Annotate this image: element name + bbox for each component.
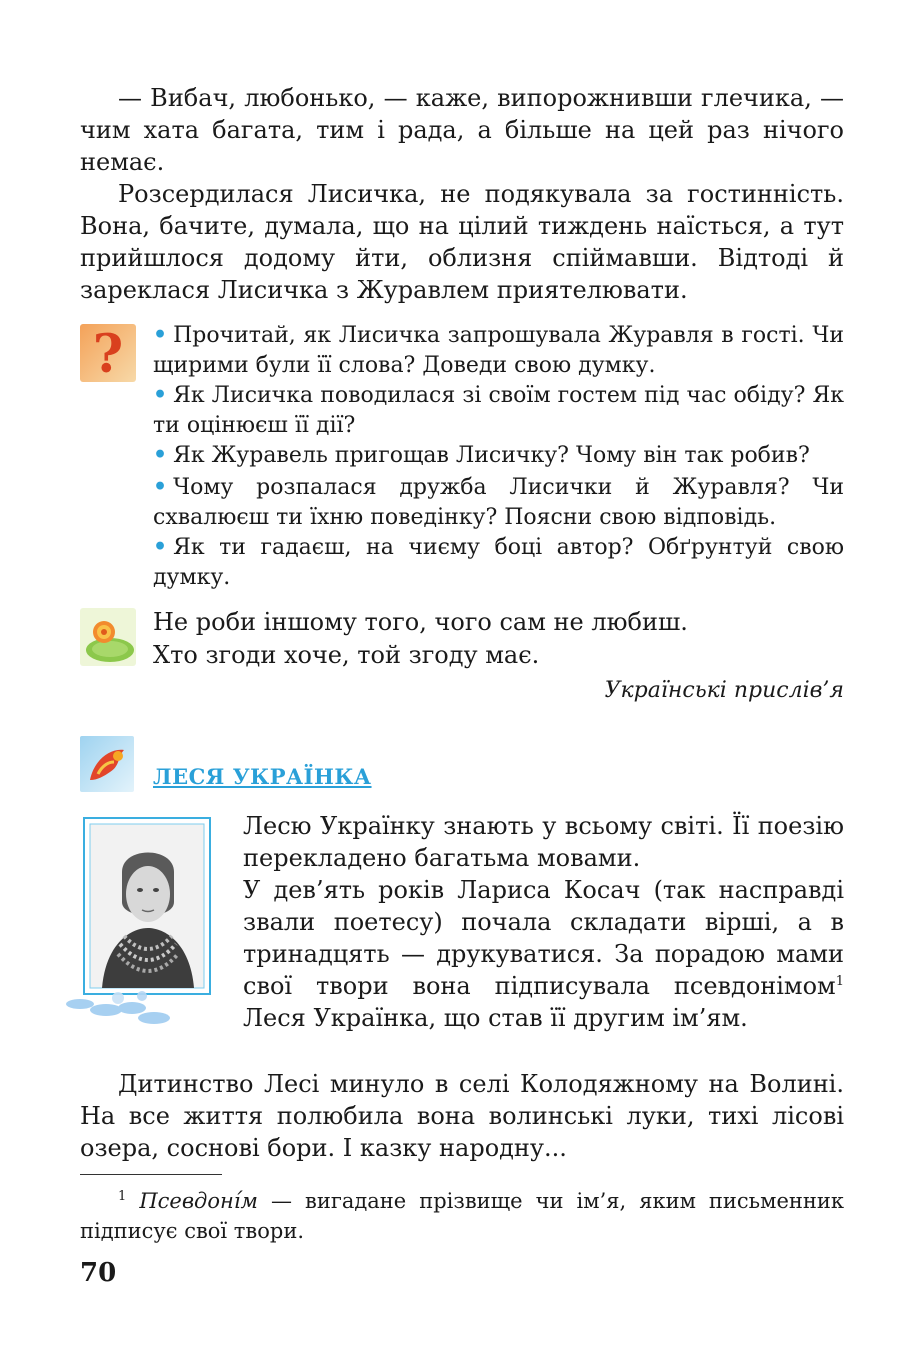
question-item bbox=[153, 320, 844, 381]
footnote-term: Псевдоні́м bbox=[139, 1189, 258, 1213]
proverbs-attribution: Українські прислів’я bbox=[604, 678, 844, 703]
question-text: Як Лисичка поводилася зі своїм гостем під час обіду? Як ти оцінюєш її дії? bbox=[153, 383, 844, 438]
proverb-line: Хто згоди хоче, той згоду має. bbox=[153, 641, 540, 669]
story-paragraph-1: — Вибач, любонько, — каже, випорожнивши глечика, — чим хата багата, тим і рада, а більше на цей раз нічого немає. bbox=[80, 84, 844, 176]
question-text: Прочитай, як Лисичка запрошувала Журавля в гості. Чи щирими були її слова? Доведи свою думку. bbox=[153, 323, 844, 378]
childhood-paragraph: Дитинство Лесі минуло в селі Колодяжному на Волині. На все життя полюбила вона волинські луки, тихі лісові озера, соснові бори. І казку народну... bbox=[80, 1070, 844, 1162]
story-paragraph-2: Розсердилася Лисичка, не подякувала за гостинність. Вона, бачите, думала, що на цілий тиждень наїсться, а тут прийшлося додому йти, облизня спіймавши. Відтоді й зареклася Лисичка з Журавлем приятелювати. bbox=[80, 180, 844, 304]
question-text: Як Журавель пригощав Лисичку? Чому він так робив? bbox=[173, 443, 810, 468]
footnote-text: — вигадане прізвище чи ім’я, яким письменник підписує свої твори. bbox=[80, 1189, 844, 1243]
page-number: 70 bbox=[80, 1258, 117, 1288]
footnote-marker: 1 bbox=[118, 1189, 127, 1204]
flower-leaf-icon bbox=[80, 608, 136, 666]
bio-paragraph-1: Лесю Українку знають у всьому світі. Її поезію перекладено багатьма мовами. bbox=[243, 812, 844, 872]
bullet-icon: • bbox=[153, 534, 168, 560]
lesya-ukrainka-portrait bbox=[62, 812, 234, 1036]
question-mark-icon bbox=[80, 324, 136, 382]
question-item bbox=[153, 532, 844, 593]
question-item bbox=[153, 440, 844, 471]
bio-paragraph-2-end: Леся Українка, що став її другим ім’ям. bbox=[243, 1004, 748, 1032]
bullet-icon: • bbox=[153, 322, 168, 348]
question-text: Як ти гадаєш, на чиєму боці автор? Обґрунтуй свою думку. bbox=[153, 535, 844, 590]
footnote-divider bbox=[80, 1174, 222, 1175]
question-text: Чому розпалася дружба Лисички й Журавля? Чи схвалюєш ти їхню поведінку? Поясни свою відповідь. bbox=[153, 475, 844, 530]
bullet-icon: • bbox=[153, 442, 168, 468]
bullet-icon: • bbox=[153, 474, 168, 500]
question-item bbox=[153, 472, 844, 533]
footnote-ref: 1 bbox=[835, 974, 844, 989]
footnote bbox=[80, 1186, 844, 1246]
bio-paragraph-2-text: У дев’ять років Лариса Косач (так насправді звали поетесу) почала складати вірші, а в тринадцять — друкуватися. За порадою мами свої твори вона підписувала псевдонімом bbox=[243, 876, 844, 1000]
question-item bbox=[153, 380, 844, 441]
bullet-icon: • bbox=[153, 382, 168, 408]
section-title: ЛЕСЯ УКРАЇНКА bbox=[153, 764, 372, 789]
proverb-line: Не роби іншому того, чого сам не любиш. bbox=[153, 608, 688, 636]
ornament-bird-icon bbox=[80, 736, 134, 792]
bio-paragraph-2 bbox=[243, 874, 844, 1034]
svg-text:?: ? bbox=[92, 324, 124, 382]
